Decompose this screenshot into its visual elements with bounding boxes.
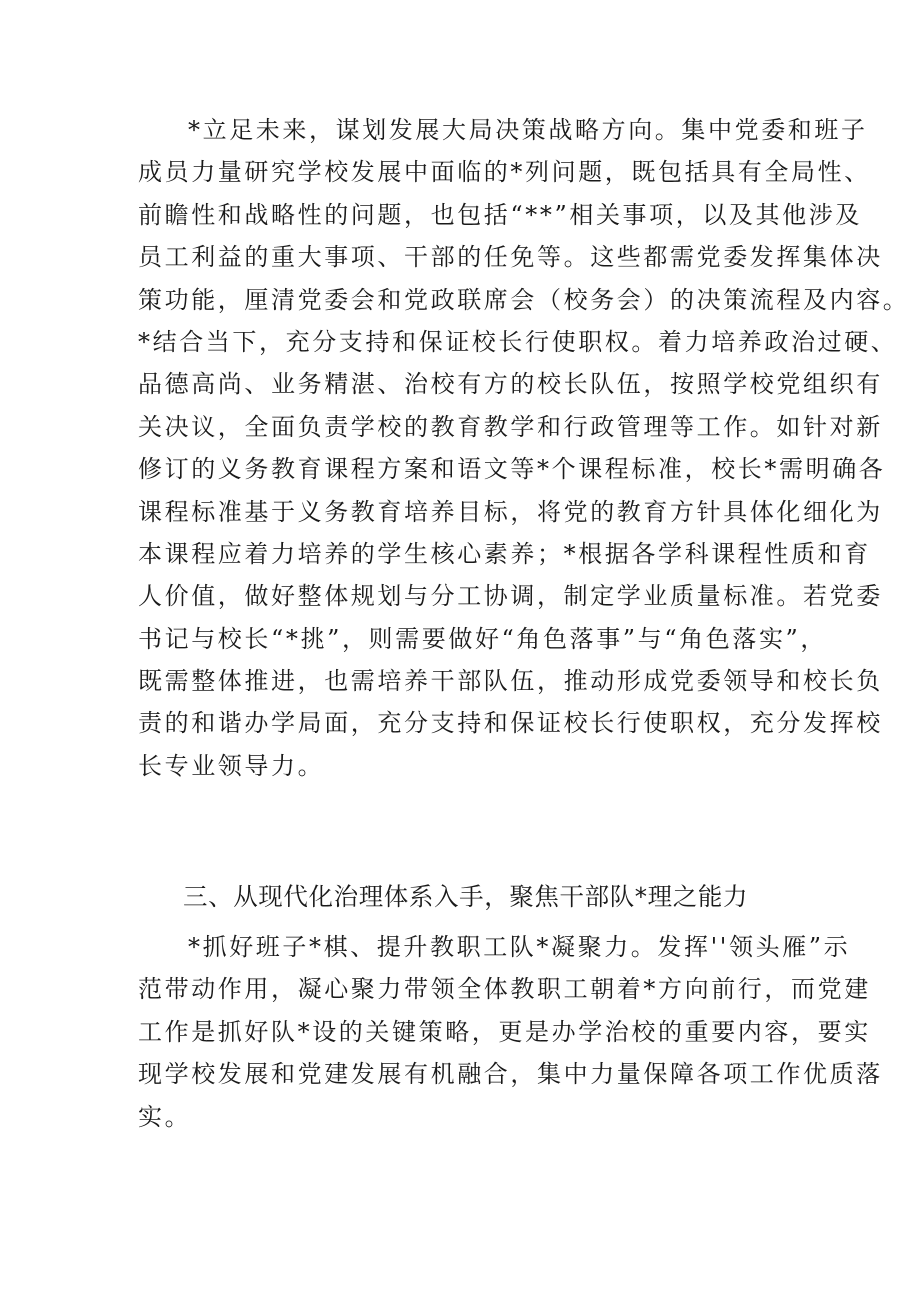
text-line: 现学校发展和党建发展有机融合，集中力量保障各项工作优质落	[138, 1060, 883, 1089]
text-line: 关决议，全面负责学校的教育教学和行政管理等工作。如针对新	[138, 412, 883, 441]
text-line: *立足未来，谋划发展大局决策战略方向。集中党委和班子	[188, 116, 868, 144]
text-line: 成员力量研究学校发展中面临的*列问题，既包括具有全局性、	[138, 158, 871, 187]
text-line: *抓好班子*棋、提升教职工队*凝聚力。发挥''领头雁”示	[188, 933, 851, 961]
text-line: 书记与校长“*挑”，则需要做好“角色落事”与“角色落实”，	[138, 624, 828, 653]
text-line: *结合当下，充分支持和保证校长行使职权。着力培养政治过硬、	[138, 327, 898, 356]
text-line: 本课程应着力培养的学生核心素养；*根据各学科课程性质和育	[138, 539, 871, 568]
text-line: 品德高尚、业务精湛、治校有方的校长队伍，按照学校党组织有	[138, 370, 883, 399]
text-line: 课程标准基于义务教育培养目标，将党的教育方针具体化细化为	[138, 497, 883, 526]
paragraph-team-building	[138, 926, 883, 1138]
text-line: 既需整体推进，也需培养干部队伍，推动形成党委领导和校长负	[138, 667, 883, 696]
text-line: 实。	[138, 1102, 192, 1131]
text-line: 人价值，做好整体规划与分工协调，制定学业质量标准。若党委	[138, 582, 883, 611]
text-line: 长专业领导力。	[138, 751, 325, 780]
text-line: 修订的义务教育课程方案和语文等*个课程标准，校长*需明确各	[138, 455, 886, 484]
text-line: 前瞻性和战略性的问题，也包括“**”相关事项，以及其他涉及	[138, 200, 862, 229]
paragraph-decision-making	[138, 109, 910, 787]
text-line: 范带动作用，凝心聚力带领全体教职工朝着*方向前行，而党建	[138, 975, 871, 1004]
text-line: 员工利益的重大事项、干部的任免等。这些都需党委发挥集体决	[138, 243, 883, 272]
text-line: 策功能，厘清党委会和党政联席会（校务会）的决策流程及内容。	[138, 285, 910, 314]
text-line: 工作是抓好队*设的关键策略，更是办学治校的重要内容，要实	[138, 1017, 871, 1046]
section-heading: 三、从现代化治理体系入手，聚焦干部队*理之能力	[183, 882, 749, 911]
text-line: 责的和谐办学局面，充分支持和保证校长行使职权，充分发挥校	[138, 709, 883, 738]
